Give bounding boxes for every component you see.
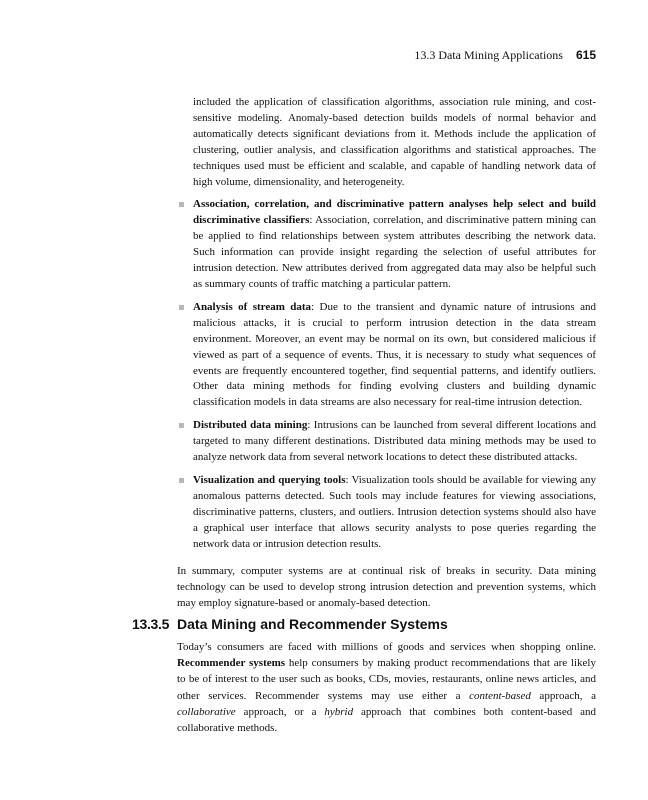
bullet-square-icon bbox=[179, 202, 184, 207]
section-text-5: approach that combines both content-based and collaborative methods. bbox=[177, 705, 596, 735]
bullet-text: : Due to the transient and dynamic nature of intrusions and malicious attacks, it is crucial to perform intrusion detection in the data stream environment. Moreover, an event may be normal on its own, but considered malicious if viewed as part of a sequence of events. Thus, it is necessary to study what sequences of events are frequently encountered together, find sequential patterns, and identify outliers. Other data mining methods for finding evolving clusters and building dynamic classification models in data streams are also necessary for real-time intrusion detection. bbox=[193, 300, 597, 409]
bullet-text: : Association, correlation, and discriminative pattern mining can be applied to find relationships between system attributes describing the network data. Such information can provide insight regarding the selection of useful attributes for intrusion detection. New attributes derived from aggregated data may also be helpful such as summary counts of traffic matching a particular pattern. bbox=[193, 214, 596, 290]
bullet-text: : Visualization tools should be available for viewing any anomalous patterns detected. Such tools may include features for viewing associations, discriminative patterns, clusters, and outliers. Intrusion detection systems should also have a graphical user interface that allows security analysts to pose queries regarding the network data or intrusion detection results. bbox=[193, 473, 596, 550]
intro-paragraph: included the application of classification algorithms, association rule mining, and cost-sensitive modeling. Anomaly-based detection builds models of normal behavior and automatically detects significant deviations from it. Methods include the application of clustering, outlier analysis, and classification algorithms and statistical approaches. The techniques used must be efficient and scalable, and capable of handling network data of high volume, dimensionality, and heterogeneity. bbox=[193, 96, 596, 188]
term-content-based: content-based bbox=[469, 689, 531, 702]
section-heading bbox=[132, 616, 448, 632]
bullet-square-icon bbox=[179, 478, 184, 483]
bullet-title: Distributed data mining bbox=[193, 419, 308, 432]
bullet-list bbox=[177, 197, 596, 552]
page-number: 615 bbox=[575, 48, 596, 62]
running-head bbox=[414, 48, 596, 63]
section-paragraph bbox=[177, 639, 596, 736]
bullet-text: : Intrusions can be launched from several different locations and targeted to many different destinations. Distributed data mining methods may be used to analyze network data from several network locations to detect these distributed attacks. bbox=[193, 419, 596, 464]
list-item bbox=[177, 473, 596, 553]
list-item bbox=[177, 197, 596, 292]
term-recommender-systems: Recommender systems bbox=[177, 657, 286, 670]
running-head-section: 13.3 Data Mining Applications bbox=[414, 48, 563, 62]
list-item bbox=[177, 300, 596, 411]
section-title: Data Mining and Recommender Systems bbox=[177, 616, 448, 632]
section-text-4: approach, or a bbox=[235, 705, 325, 718]
section-number: 13.3.5 bbox=[132, 616, 170, 632]
list-item bbox=[177, 418, 596, 466]
summary-paragraph: In summary, computer systems are at continual risk of breaks in security. Data mining technology can be used to develop strong intrusion detection and prevention systems, which may employ signature-based or anomaly-based detection. bbox=[177, 565, 596, 610]
bullet-title: Analysis of stream data bbox=[193, 300, 312, 313]
bullet-square-icon bbox=[179, 305, 184, 310]
section-body bbox=[177, 639, 596, 736]
term-collaborative: collaborative bbox=[177, 705, 236, 718]
section-text-1: Today’s consumers are faced with millions of goods and services when shopping online. bbox=[177, 641, 596, 653]
bullet-title: Visualization and querying tools bbox=[193, 473, 346, 486]
bullet-title: Association, correlation, and discriminative pattern analyses help select and build discriminative classifiers bbox=[193, 198, 596, 227]
bullet-square-icon bbox=[179, 423, 184, 428]
main-content bbox=[177, 95, 596, 612]
section-text-3: approach, a bbox=[530, 689, 596, 702]
term-hybrid: hybrid bbox=[324, 705, 354, 718]
section-text-2: help consumers by making product recommendations that are likely to be of interest to the user such as books, CDs, movies, restaurants, online news articles, and other services. Recommender systems may use either a bbox=[177, 657, 596, 702]
